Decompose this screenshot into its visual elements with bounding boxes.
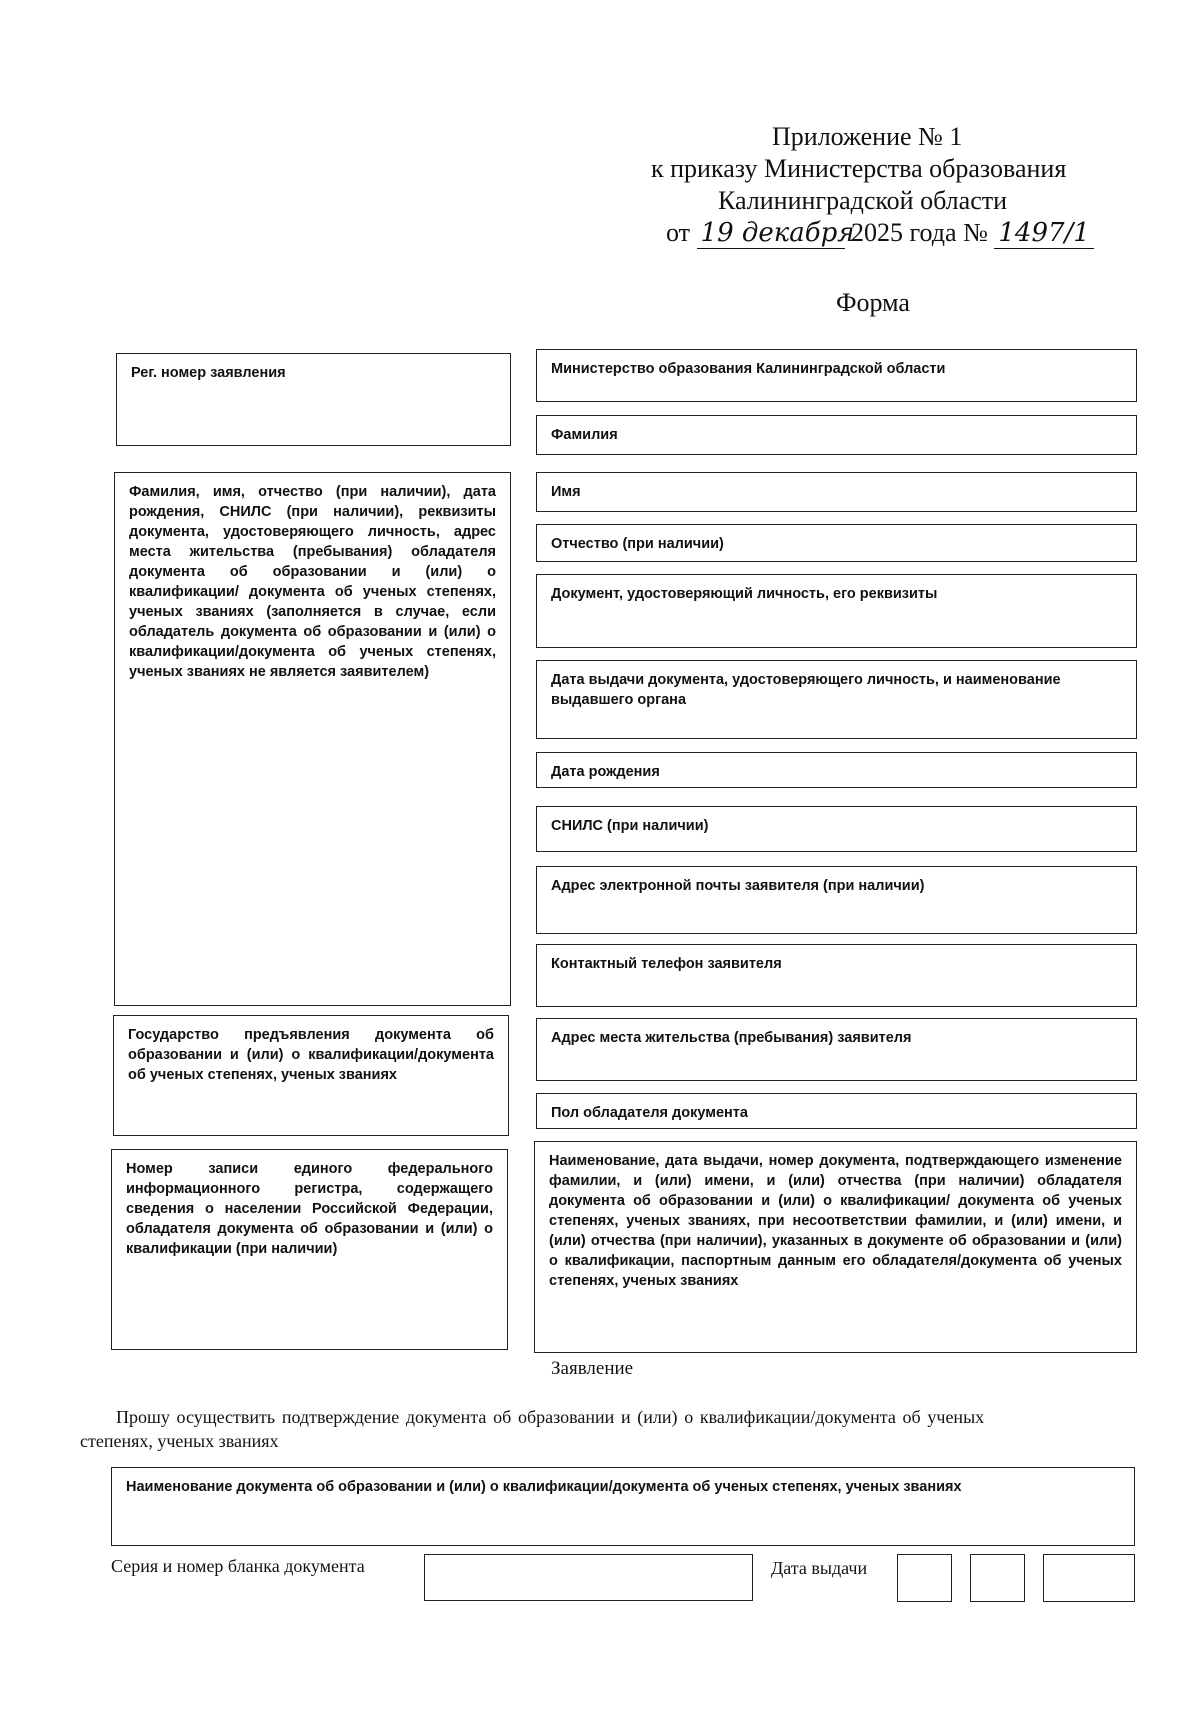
issue-year-input[interactable] [1043,1554,1135,1602]
name-field[interactable] [536,472,1137,512]
email-label: Адрес электронной почты заявителя (при наличии) [551,878,925,894]
snils-label: СНИЛС (при наличии) [551,818,709,834]
name-change-label: Наименование, дата выдачи, номер документа, подтверждающего изменение фамилии, и (или) имени, и (или) отчества (при наличии) обладателя документа об образовании и (или) о квалификации/ документа об ученых степенях, ученых званиях, при несоответствии фамилии, и (или) имени, и (или) отчества (при наличии), указанных в документе об образовании и (или) о квалификации, паспортным данным его обладателя/документа об ученых степенях, ученых званиях [549,1153,1122,1289]
ministry-box [536,349,1137,402]
statement-text-line2: степенях, ученых званиях [80,1431,279,1451]
series-number-input[interactable] [424,1554,753,1601]
registry-box[interactable] [111,1149,508,1350]
form-title: Форма [836,288,910,317]
address-field[interactable] [536,1018,1137,1081]
id-issue-label: Дата выдачи документа, удостоверяющего личность, и наименование выдавшего органа [551,672,1061,708]
surname-label: Фамилия [551,427,618,443]
id-document-field[interactable] [536,574,1137,648]
issue-day-input[interactable] [897,1554,952,1602]
handwritten-order-number: 1497/1 [994,218,1093,249]
id-issue-field[interactable] [536,660,1137,739]
date-year: 2025 года № [851,218,988,247]
region-name: Калининградской области [718,186,1008,215]
patronymic-field[interactable] [536,524,1137,562]
surname-field[interactable] [536,415,1137,455]
series-label: Серия и номер бланка документа [111,1556,365,1576]
snils-field[interactable] [536,806,1137,852]
state-box[interactable] [113,1015,509,1136]
gender-field[interactable] [536,1093,1137,1129]
reg-number-label: Рег. номер заявления [131,365,286,381]
state-label: Государство предъявления документа об образовании и (или) о квалификации/документа об ученых степенях, ученых званиях [128,1027,494,1083]
phone-field[interactable] [536,944,1137,1007]
statement-title: Заявление [551,1358,634,1379]
handwritten-date: 19 декабря [697,218,845,249]
patronymic-label: Отчество (при наличии) [551,536,724,552]
appendix-title: Приложение № 1 [772,122,963,151]
owner-info-box[interactable] [114,472,511,1006]
statement-text-line1: Прошу осуществить подтверждение документа об образовании и (или) о квалификации/документа об ученых [116,1407,985,1427]
order-reference: к приказу Министерства образования [651,154,1067,183]
ministry-label: Министерство образования Калининградской области [551,361,946,377]
owner-info-label: Фамилия, имя, отчество (при наличии), дата рождения, СНИЛС (при наличии), реквизиты документа, удостоверяющего личность, адрес места жительства (пребывания) обладателя документа об образовании и (или) о квалификации/ документа об ученых степенях, ученых званиях (заполняется в случае, если обладатель документа об образовании и (или) о квалификации/документа об ученых степенях, ученых званиях не является заявителем) [129,484,496,680]
phone-label: Контактный телефон заявителя [551,956,782,972]
doc-name-field[interactable] [111,1467,1135,1546]
date-prefix: от [666,218,691,247]
birth-date-field[interactable] [536,752,1137,788]
gender-label: Пол обладателя документа [551,1105,748,1121]
email-field[interactable] [536,866,1137,934]
issue-month-input[interactable] [970,1554,1025,1602]
address-label: Адрес места жительства (пребывания) заявителя [551,1030,912,1046]
reg-number-box[interactable] [116,353,511,446]
name-label: Имя [551,484,581,500]
registry-label: Номер записи единого федерального информационного регистра, содержащего сведения о населении Российской Федерации, обладателя документа об образовании и (или) о квалификации (при наличии) [126,1161,493,1257]
order-date-line [666,218,1094,249]
issue-date-label: Дата выдачи [771,1558,868,1578]
name-change-field[interactable] [534,1141,1137,1353]
birth-date-label: Дата рождения [551,764,660,780]
doc-name-label: Наименование документа об образовании и (или) о квалификации/документа об ученых степенях, ученых званиях [126,1479,962,1495]
id-document-label: Документ, удостоверяющий личность, его реквизиты [551,586,938,602]
